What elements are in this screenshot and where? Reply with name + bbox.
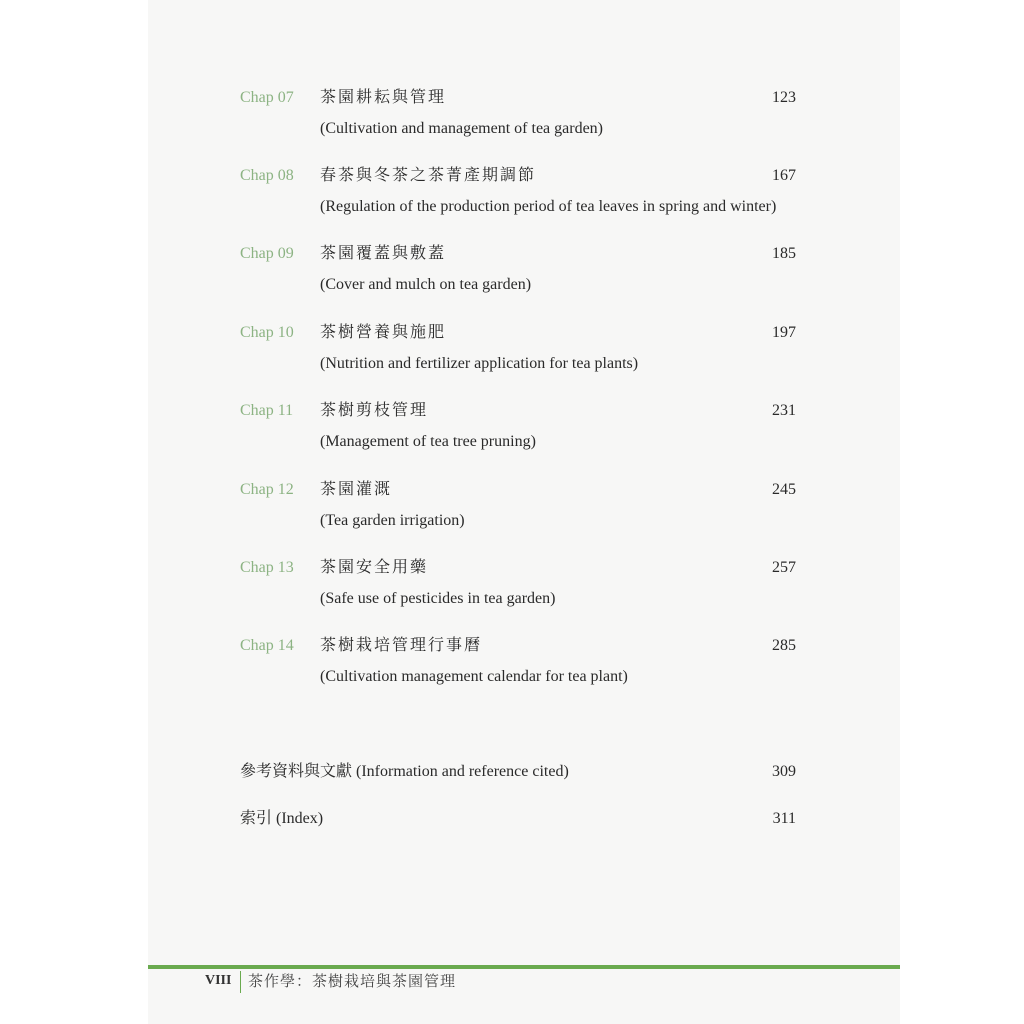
chapter-page-number: 245	[772, 481, 796, 498]
index-label: 索引 (Index)	[240, 810, 324, 827]
footer-page-number: VIII	[205, 973, 232, 988]
chapter-page-number: 197	[772, 324, 796, 341]
chapter-title-en: (Regulation of the production period of tea leaves in spring and winter)	[320, 198, 777, 215]
footer-rule	[148, 965, 900, 969]
chapter-title-zh: 茶樹營養與施肥	[320, 324, 447, 341]
chapter-page-number: 285	[772, 637, 796, 654]
chapter-label: Chap 09	[240, 245, 294, 262]
chapter-page-number: 167	[772, 167, 796, 184]
chapter-title-zh: 茶園覆蓋與敷蓋	[320, 245, 447, 262]
toc-entry-references	[240, 762, 800, 786]
chapter-title-en: (Safe use of pesticides in tea garden)	[320, 590, 556, 607]
chapter-page-number: 231	[772, 402, 796, 419]
references-page-number: 309	[772, 763, 796, 780]
chapter-label: Chap 11	[240, 402, 294, 419]
chapter-title-zh: 茶樹剪枝管理	[320, 402, 429, 419]
footer-book-title: 茶作學：茶樹栽培與茶園管理	[248, 972, 457, 990]
chapter-page-number: 123	[772, 89, 796, 106]
index-page-number: 311	[772, 810, 796, 827]
chapter-title-en: (Cultivation and management of tea garden)	[320, 120, 604, 137]
chapter-label: Chap 13	[240, 559, 294, 576]
toc-entry-chap-09	[240, 244, 800, 304]
chapter-title-en: (Cultivation management calendar for tea plant)	[320, 668, 628, 685]
toc-entry-chap-07	[240, 88, 800, 148]
chapter-title-en: (Cover and mulch on tea garden)	[320, 276, 532, 293]
toc-entry-chap-08	[240, 166, 800, 226]
chapter-title-zh: 茶園灌溉	[320, 481, 393, 498]
chapter-title-zh: 茶樹栽培管理行事曆	[320, 637, 483, 654]
chapter-title-zh: 春茶與冬茶之茶菁產期調節	[320, 167, 537, 184]
toc-entry-chap-12	[240, 480, 800, 540]
toc-entry-chap-14	[240, 636, 800, 696]
toc-entry-chap-10	[240, 323, 800, 383]
chapter-label: Chap 14	[240, 637, 294, 654]
chapter-title-en: (Management of tea tree pruning)	[320, 433, 536, 450]
references-label: 參考資料與文獻 (Information and reference cited)	[240, 763, 569, 780]
toc-entry-chap-11	[240, 401, 800, 461]
toc-entry-chap-13	[240, 558, 800, 618]
chapter-title-en: (Tea garden irrigation)	[320, 512, 465, 529]
chapter-label: Chap 12	[240, 481, 294, 498]
chapter-page-number: 185	[772, 245, 796, 262]
chapter-title-en: (Nutrition and fertilizer application for tea plants)	[320, 355, 639, 372]
chapter-title-zh: 茶園安全用藥	[320, 559, 429, 576]
toc-entry-index	[240, 809, 800, 833]
chapter-label: Chap 10	[240, 324, 294, 341]
chapter-label: Chap 08	[240, 167, 294, 184]
chapter-label: Chap 07	[240, 89, 294, 106]
footer-separator	[240, 971, 241, 993]
chapter-page-number: 257	[772, 559, 796, 576]
chapter-title-zh: 茶園耕耘與管理	[320, 89, 447, 106]
